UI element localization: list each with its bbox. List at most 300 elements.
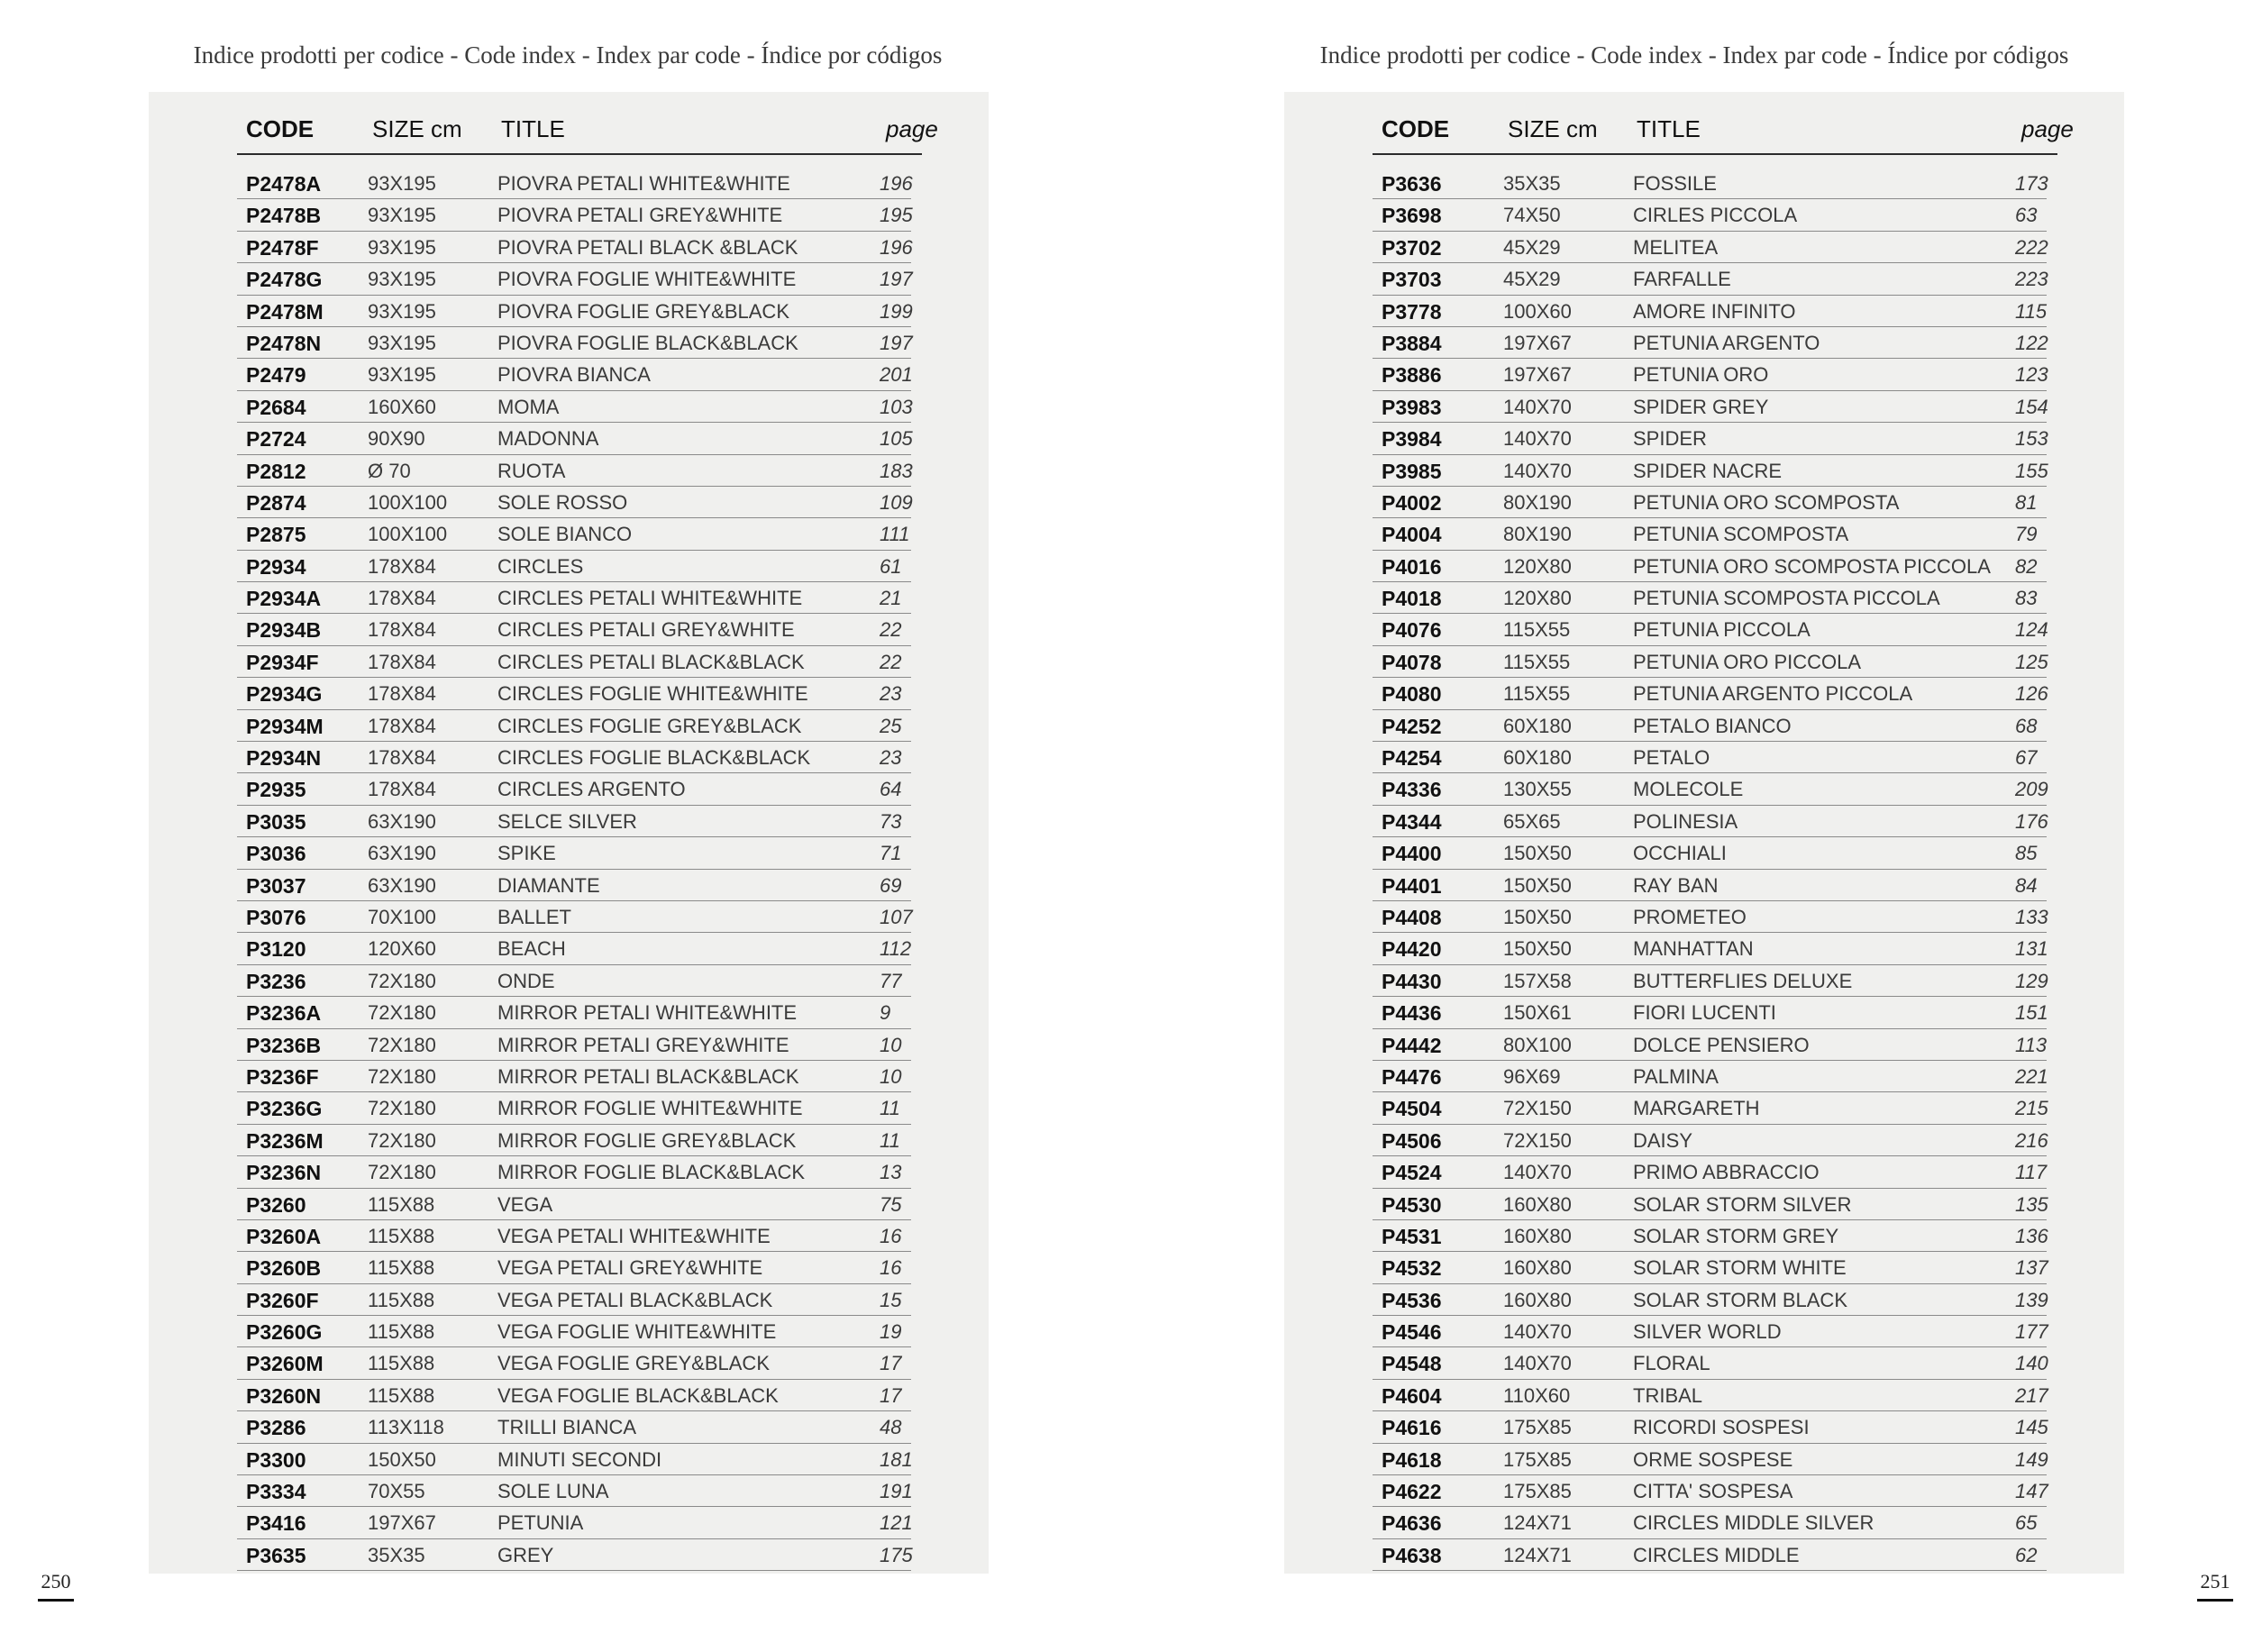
cell-title: PETUNIA ORO SCOMPOSTA PICCOLA bbox=[1633, 554, 1991, 578]
table-row bbox=[237, 614, 911, 645]
table-row bbox=[1373, 1061, 2047, 1092]
cell-page: 64 bbox=[880, 778, 902, 801]
cell-size: 96X69 bbox=[1503, 1064, 1561, 1088]
cell-code: P3236N bbox=[246, 1161, 322, 1185]
table-row bbox=[237, 1189, 911, 1220]
cell-page: 109 bbox=[880, 490, 913, 514]
table-row bbox=[237, 1507, 911, 1538]
cell-code: P2812 bbox=[246, 459, 306, 483]
right-index-panel bbox=[1284, 92, 2124, 1574]
cell-title: PETALO bbox=[1633, 746, 1710, 770]
left-index-panel bbox=[149, 92, 989, 1574]
cell-size: 140X70 bbox=[1503, 1161, 1572, 1184]
cell-page: 82 bbox=[2015, 554, 2038, 578]
cell-size: 157X58 bbox=[1503, 969, 1572, 992]
cell-size: 35X35 bbox=[1503, 172, 1561, 195]
cell-code: P3236 bbox=[246, 969, 306, 993]
cell-title: SELCE SILVER bbox=[497, 809, 637, 833]
cell-code: P4442 bbox=[1382, 1033, 1442, 1057]
cell-size: 60X180 bbox=[1503, 714, 1572, 737]
cell-size: 124X71 bbox=[1503, 1543, 1572, 1566]
cell-page: 137 bbox=[2015, 1256, 2048, 1280]
table-row bbox=[1373, 1220, 2047, 1252]
cell-size: 45X29 bbox=[1503, 235, 1561, 259]
table-row bbox=[1373, 1316, 2047, 1347]
cell-title: CIRCLES MIDDLE SILVER bbox=[1633, 1511, 1874, 1535]
cell-title: PETUNIA SCOMPOSTA PICCOLA bbox=[1633, 587, 1940, 610]
cell-title: ORME SOSPESE bbox=[1633, 1447, 1793, 1471]
cell-title: PETUNIA ARGENTO bbox=[1633, 331, 1820, 354]
table-row bbox=[1373, 965, 2047, 997]
cell-page: 67 bbox=[2015, 746, 2038, 770]
cell-size: 80X190 bbox=[1503, 523, 1572, 546]
cell-page: 196 bbox=[880, 172, 913, 195]
cell-page: 85 bbox=[2015, 842, 2038, 865]
cell-code: P2935 bbox=[246, 778, 306, 802]
cell-size: 150X50 bbox=[1503, 842, 1572, 865]
table-row bbox=[1373, 901, 2047, 933]
table-row bbox=[237, 1125, 911, 1156]
table-row bbox=[237, 1444, 911, 1475]
cell-title: PIOVRA FOGLIE GREY&BLACK bbox=[497, 299, 789, 323]
cell-code: P3778 bbox=[1382, 299, 1442, 324]
cell-size: 100X100 bbox=[368, 523, 448, 546]
table-row bbox=[1373, 232, 2047, 263]
cell-page: 63 bbox=[2015, 204, 2038, 227]
cell-page: 13 bbox=[880, 1161, 902, 1184]
cell-title: SOLE LUNA bbox=[497, 1480, 609, 1503]
cell-size: 70X100 bbox=[368, 905, 436, 928]
cell-page: 25 bbox=[880, 714, 902, 737]
table-row bbox=[1373, 773, 2047, 805]
cell-title: RAY BAN bbox=[1633, 873, 1719, 897]
cell-size: 197X67 bbox=[1503, 363, 1572, 387]
cell-code: P4436 bbox=[1382, 1001, 1442, 1026]
cell-code: P2934 bbox=[246, 554, 306, 579]
cell-page: 199 bbox=[880, 299, 913, 323]
cell-title: GREY bbox=[497, 1543, 554, 1566]
table-row bbox=[237, 1284, 911, 1316]
cell-size: 93X195 bbox=[368, 299, 436, 323]
cell-page: 115 bbox=[2015, 299, 2048, 323]
cell-code: P4408 bbox=[1382, 905, 1442, 929]
cell-title: FIORI LUCENTI bbox=[1633, 1001, 1776, 1025]
cell-page: 191 bbox=[880, 1480, 913, 1503]
cell-size: 100X100 bbox=[368, 490, 448, 514]
cell-title: RUOTA bbox=[497, 459, 566, 482]
cell-size: 63X190 bbox=[368, 809, 436, 833]
cell-code: P2934A bbox=[246, 587, 322, 611]
cell-size: 197X67 bbox=[368, 1511, 436, 1535]
cell-size: 93X195 bbox=[368, 204, 436, 227]
table-row bbox=[237, 901, 911, 933]
cell-code: P3035 bbox=[246, 809, 306, 834]
cell-title: PETUNIA ARGENTO PICCOLA bbox=[1633, 682, 1913, 706]
cell-page: 81 bbox=[2015, 490, 2038, 514]
cell-code: P2478B bbox=[246, 204, 322, 228]
cell-size: 63X190 bbox=[368, 873, 436, 897]
cell-title: FARFALLE bbox=[1633, 268, 1731, 291]
cell-code: P4476 bbox=[1382, 1064, 1442, 1089]
cell-size: 178X84 bbox=[368, 587, 436, 610]
cell-code: P3286 bbox=[246, 1416, 306, 1440]
cell-size: 197X67 bbox=[1503, 331, 1572, 354]
cell-code: P3236M bbox=[246, 1128, 324, 1153]
cell-title: PETUNIA ORO SCOMPOSTA bbox=[1633, 490, 1900, 514]
cell-title: PIOVRA PETALI GREY&WHITE bbox=[497, 204, 783, 227]
cell-page: 17 bbox=[880, 1383, 902, 1407]
cell-code: P4618 bbox=[1382, 1447, 1442, 1472]
cell-size: 72X150 bbox=[1503, 1097, 1572, 1120]
cell-size: 178X84 bbox=[368, 682, 436, 706]
table-row bbox=[237, 168, 911, 199]
cell-code: P4420 bbox=[1382, 937, 1442, 962]
table-row bbox=[1373, 455, 2047, 487]
cell-title: PIOVRA FOGLIE WHITE&WHITE bbox=[497, 268, 797, 291]
cell-size: 150X50 bbox=[368, 1447, 436, 1471]
cell-page: 9 bbox=[880, 1001, 891, 1025]
cell-title: CIRCLES FOGLIE GREY&BLACK bbox=[497, 714, 802, 737]
cell-page: 73 bbox=[880, 809, 902, 833]
cell-code: P3036 bbox=[246, 842, 306, 866]
cell-size: 115X88 bbox=[368, 1320, 435, 1344]
cell-code: P2478A bbox=[246, 172, 322, 196]
cell-title: CIRCLES FOGLIE WHITE&WHITE bbox=[497, 682, 808, 706]
table-row bbox=[237, 1220, 911, 1252]
cell-title: FOSSILE bbox=[1633, 172, 1717, 195]
table-row bbox=[1373, 199, 2047, 231]
cell-size: 178X84 bbox=[368, 650, 436, 673]
cell-title: PIOVRA BIANCA bbox=[497, 363, 651, 387]
table-row bbox=[1373, 582, 2047, 614]
table-row bbox=[1373, 487, 2047, 518]
cell-code: P3886 bbox=[1382, 363, 1442, 388]
cell-title: MADONNA bbox=[497, 427, 599, 451]
cell-code: P3703 bbox=[1382, 268, 1442, 292]
cell-title: TRILLI BIANCA bbox=[497, 1416, 637, 1439]
cell-code: P4536 bbox=[1382, 1288, 1442, 1312]
cell-code: P4524 bbox=[1382, 1161, 1442, 1185]
cell-page: 23 bbox=[880, 682, 902, 706]
table-row bbox=[1373, 1380, 2047, 1411]
cell-size: 150X50 bbox=[1503, 937, 1572, 961]
table-row bbox=[1373, 1252, 2047, 1283]
cell-size: 150X61 bbox=[1503, 1001, 1572, 1025]
cell-title: PROMETEO bbox=[1633, 905, 1747, 928]
cell-size: 115X88 bbox=[368, 1383, 435, 1407]
cell-size: 100X60 bbox=[1503, 299, 1572, 323]
cell-code: P2479 bbox=[246, 363, 306, 388]
cell-size: Ø 70 bbox=[368, 459, 411, 482]
table-row bbox=[237, 870, 911, 901]
cell-size: 93X195 bbox=[368, 268, 436, 291]
cell-page: 183 bbox=[880, 459, 913, 482]
cell-size: 45X29 bbox=[1503, 268, 1561, 291]
cell-size: 115X88 bbox=[368, 1256, 435, 1280]
cell-title: MIRROR PETALI BLACK&BLACK bbox=[497, 1064, 799, 1088]
cell-code: P4616 bbox=[1382, 1416, 1442, 1440]
cell-page: 125 bbox=[2015, 650, 2048, 673]
table-row bbox=[1373, 1092, 2047, 1124]
cell-title: PETUNIA PICCOLA bbox=[1633, 618, 1811, 642]
table-row bbox=[1373, 296, 2047, 327]
cell-size: 160X80 bbox=[1503, 1192, 1572, 1216]
cell-size: 178X84 bbox=[368, 746, 436, 770]
cell-title: CIRLES PICCOLA bbox=[1633, 204, 1798, 227]
cell-code: P3236F bbox=[246, 1064, 319, 1089]
cell-page: 135 bbox=[2015, 1192, 2048, 1216]
cell-title: TRIBAL bbox=[1633, 1383, 1703, 1407]
cell-code: P3636 bbox=[1382, 172, 1442, 196]
table-row bbox=[237, 710, 911, 742]
cell-page: 154 bbox=[2015, 395, 2048, 418]
cell-title: MIRROR PETALI WHITE&WHITE bbox=[497, 1001, 798, 1025]
cell-size: 72X180 bbox=[368, 1161, 436, 1184]
column-header-title: TITLE bbox=[1637, 115, 1701, 142]
cell-page: 61 bbox=[880, 554, 902, 578]
cell-code: P3416 bbox=[246, 1511, 306, 1536]
cell-page: 131 bbox=[2015, 937, 2048, 961]
cell-title: SPIDER GREY bbox=[1633, 395, 1769, 418]
cell-code: P3260M bbox=[246, 1352, 324, 1376]
cell-title: DOLCE PENSIERO bbox=[1633, 1033, 1810, 1056]
cell-size: 93X195 bbox=[368, 331, 436, 354]
table-row bbox=[237, 199, 911, 231]
cell-page: 175 bbox=[880, 1543, 913, 1566]
cell-page: 16 bbox=[880, 1224, 902, 1247]
cell-title: VEGA FOGLIE BLACK&BLACK bbox=[497, 1383, 779, 1407]
cell-title: CIRCLES PETALI WHITE&WHITE bbox=[497, 587, 803, 610]
cell-size: 124X71 bbox=[1503, 1511, 1572, 1535]
table-row bbox=[1373, 646, 2047, 678]
cell-title: PIOVRA PETALI WHITE&WHITE bbox=[497, 172, 790, 195]
cell-title: OCCHIALI bbox=[1633, 842, 1727, 865]
cell-page: 221 bbox=[2015, 1064, 2048, 1088]
cell-code: P3260G bbox=[246, 1320, 323, 1345]
cell-title: CIRCLES PETALI GREY&WHITE bbox=[497, 618, 795, 642]
cell-title: MARGARETH bbox=[1633, 1097, 1760, 1120]
cell-title: VEGA PETALI BLACK&BLACK bbox=[497, 1288, 773, 1311]
cell-title: PALMINA bbox=[1633, 1064, 1719, 1088]
cell-page: 149 bbox=[2015, 1447, 2048, 1471]
cell-code: P4548 bbox=[1382, 1352, 1442, 1376]
cell-title: MANHATTAN bbox=[1633, 937, 1754, 961]
table-row bbox=[1373, 997, 2047, 1028]
cell-size: 72X180 bbox=[368, 1128, 436, 1152]
cell-page: 65 bbox=[2015, 1511, 2038, 1535]
cell-page: 215 bbox=[2015, 1097, 2048, 1120]
cell-code: P4400 bbox=[1382, 842, 1442, 866]
cell-page: 123 bbox=[2015, 363, 2048, 387]
cell-title: POLINESIA bbox=[1633, 809, 1738, 833]
cell-code: P3260 bbox=[246, 1192, 306, 1217]
cell-size: 115X88 bbox=[368, 1352, 435, 1375]
cell-page: 139 bbox=[2015, 1288, 2048, 1311]
table-row bbox=[1373, 1444, 2047, 1475]
cell-title: CIRCLES bbox=[497, 554, 584, 578]
cell-code: P3985 bbox=[1382, 459, 1442, 483]
table-row bbox=[1373, 359, 2047, 390]
cell-code: P4401 bbox=[1382, 873, 1442, 898]
right-page-number: 251 bbox=[2197, 1570, 2233, 1602]
table-row bbox=[1373, 1284, 2047, 1316]
cell-code: P3120 bbox=[246, 937, 306, 962]
table-row bbox=[1373, 518, 2047, 550]
cell-code: P2478M bbox=[246, 299, 324, 324]
cell-title: SILVER WORLD bbox=[1633, 1320, 1782, 1344]
cell-size: 80X190 bbox=[1503, 490, 1572, 514]
table-row bbox=[237, 423, 911, 454]
cell-title: CIRCLES MIDDLE bbox=[1633, 1543, 1800, 1566]
cell-page: 11 bbox=[880, 1097, 900, 1120]
cell-title: SOLE BIANCO bbox=[497, 523, 633, 546]
cell-page: 201 bbox=[880, 363, 913, 387]
cell-page: 223 bbox=[2015, 268, 2048, 291]
table-row bbox=[1373, 678, 2047, 709]
cell-title: VEGA PETALI GREY&WHITE bbox=[497, 1256, 763, 1280]
cell-title: VEGA PETALI WHITE&WHITE bbox=[497, 1224, 771, 1247]
table-row bbox=[1373, 391, 2047, 423]
cell-title: BALLET bbox=[497, 905, 571, 928]
cell-size: 93X195 bbox=[368, 172, 436, 195]
table-row bbox=[237, 678, 911, 709]
right-table-body bbox=[1373, 168, 2047, 1571]
table-row bbox=[237, 806, 911, 837]
cell-page: 83 bbox=[2015, 587, 2038, 610]
cell-page: 124 bbox=[2015, 618, 2048, 642]
cell-code: P4018 bbox=[1382, 587, 1442, 611]
table-row bbox=[237, 263, 911, 295]
cell-page: 17 bbox=[880, 1352, 902, 1375]
cell-page: 79 bbox=[2015, 523, 2038, 546]
cell-title: PETUNIA SCOMPOSTA bbox=[1633, 523, 1849, 546]
cell-size: 110X60 bbox=[1503, 1383, 1571, 1407]
cell-code: P4344 bbox=[1382, 809, 1442, 834]
cell-title: MIRROR FOGLIE GREY&BLACK bbox=[497, 1128, 797, 1152]
cell-page: 217 bbox=[2015, 1383, 2048, 1407]
table-row bbox=[1373, 1156, 2047, 1188]
cell-code: P4504 bbox=[1382, 1097, 1442, 1121]
cell-code: P3260F bbox=[246, 1288, 319, 1312]
cell-page: 21 bbox=[880, 587, 902, 610]
cell-code: P3984 bbox=[1382, 427, 1442, 452]
table-header bbox=[1373, 105, 2074, 155]
cell-size: 115X88 bbox=[368, 1224, 435, 1247]
table-row bbox=[237, 1539, 911, 1571]
cell-code: P4531 bbox=[1382, 1224, 1442, 1248]
cell-page: 113 bbox=[2015, 1033, 2048, 1056]
cell-size: 72X180 bbox=[368, 1001, 436, 1025]
table-row bbox=[1373, 933, 2047, 964]
right-page-header: Indice prodotti per codice - Code index - Index par code - Índice por códigos bbox=[1319, 41, 2069, 68]
table-row bbox=[237, 742, 911, 773]
column-header-page: page bbox=[2021, 115, 2074, 142]
table-row bbox=[1373, 551, 2047, 582]
cell-title: SPIDER bbox=[1633, 427, 1707, 451]
cell-size: 72X180 bbox=[368, 1097, 436, 1120]
cell-page: 15 bbox=[880, 1288, 902, 1311]
cell-title: PIOVRA PETALI BLACK &BLACK bbox=[497, 235, 798, 259]
left-table-body bbox=[237, 168, 911, 1571]
cell-code: P2934M bbox=[246, 714, 324, 738]
cell-code: P3884 bbox=[1382, 331, 1442, 355]
column-header-size: SIZE cm bbox=[1508, 115, 1598, 142]
table-row bbox=[1373, 742, 2047, 773]
cell-size: 140X70 bbox=[1503, 395, 1572, 418]
cell-size: 65X65 bbox=[1503, 809, 1561, 833]
cell-code: P3702 bbox=[1382, 235, 1442, 260]
cell-title: BUTTERFLIES DELUXE bbox=[1633, 969, 1853, 992]
cell-code: P2875 bbox=[246, 523, 306, 547]
cell-code: P4002 bbox=[1382, 490, 1442, 515]
cell-size: 115X88 bbox=[368, 1192, 435, 1216]
cell-code: P4016 bbox=[1382, 554, 1442, 579]
cell-size: 140X70 bbox=[1503, 1352, 1572, 1375]
cell-title: VEGA FOGLIE WHITE&WHITE bbox=[497, 1320, 777, 1344]
cell-page: 117 bbox=[2015, 1161, 2048, 1184]
cell-page: 153 bbox=[2015, 427, 2048, 451]
cell-page: 112 bbox=[880, 937, 912, 961]
cell-title: SOLAR STORM GREY bbox=[1633, 1224, 1839, 1247]
cell-code: P3334 bbox=[246, 1480, 306, 1504]
cell-title: PIOVRA FOGLIE BLACK&BLACK bbox=[497, 331, 798, 354]
cell-title: MOMA bbox=[497, 395, 560, 418]
cell-code: P4080 bbox=[1382, 682, 1442, 707]
cell-page: 195 bbox=[880, 204, 913, 227]
cell-size: 160X80 bbox=[1503, 1224, 1572, 1247]
cell-title: PETUNIA bbox=[497, 1511, 584, 1535]
cell-size: 160X60 bbox=[368, 395, 436, 418]
cell-code: P3236A bbox=[246, 1001, 322, 1026]
cell-title: SOLAR STORM BLACK bbox=[1633, 1288, 1847, 1311]
table-row bbox=[237, 296, 911, 327]
cell-code: P2684 bbox=[246, 395, 306, 419]
cell-code: P4252 bbox=[1382, 714, 1442, 738]
cell-size: 140X70 bbox=[1503, 427, 1572, 451]
cell-size: 175X85 bbox=[1503, 1447, 1572, 1471]
table-row bbox=[1373, 1347, 2047, 1379]
cell-code: P3236G bbox=[246, 1097, 323, 1121]
cell-size: 72X180 bbox=[368, 969, 436, 992]
column-header-title: TITLE bbox=[501, 115, 565, 142]
table-row bbox=[237, 1380, 911, 1411]
table-row bbox=[1373, 1507, 2047, 1538]
cell-page: 216 bbox=[2015, 1128, 2048, 1152]
cell-code: P2934G bbox=[246, 682, 323, 707]
cell-size: 80X100 bbox=[1503, 1033, 1572, 1056]
cell-code: P4004 bbox=[1382, 523, 1442, 547]
cell-size: 72X180 bbox=[368, 1064, 436, 1088]
table-row bbox=[237, 965, 911, 997]
table-row bbox=[1373, 837, 2047, 869]
cell-code: P4546 bbox=[1382, 1320, 1442, 1345]
table-row bbox=[237, 487, 911, 518]
cell-page: 181 bbox=[880, 1447, 913, 1471]
cell-code: P3635 bbox=[246, 1543, 306, 1567]
cell-size: 175X85 bbox=[1503, 1416, 1572, 1439]
cell-title: BEACH bbox=[497, 937, 566, 961]
cell-page: 197 bbox=[880, 268, 913, 291]
cell-code: P3698 bbox=[1382, 204, 1442, 228]
cell-size: 120X80 bbox=[1503, 554, 1572, 578]
cell-page: 23 bbox=[880, 746, 902, 770]
table-row bbox=[237, 1347, 911, 1379]
cell-page: 103 bbox=[880, 395, 913, 418]
cell-page: 129 bbox=[2015, 969, 2048, 992]
cell-page: 105 bbox=[880, 427, 913, 451]
cell-code: P4078 bbox=[1382, 650, 1442, 674]
table-row bbox=[1373, 1125, 2047, 1156]
